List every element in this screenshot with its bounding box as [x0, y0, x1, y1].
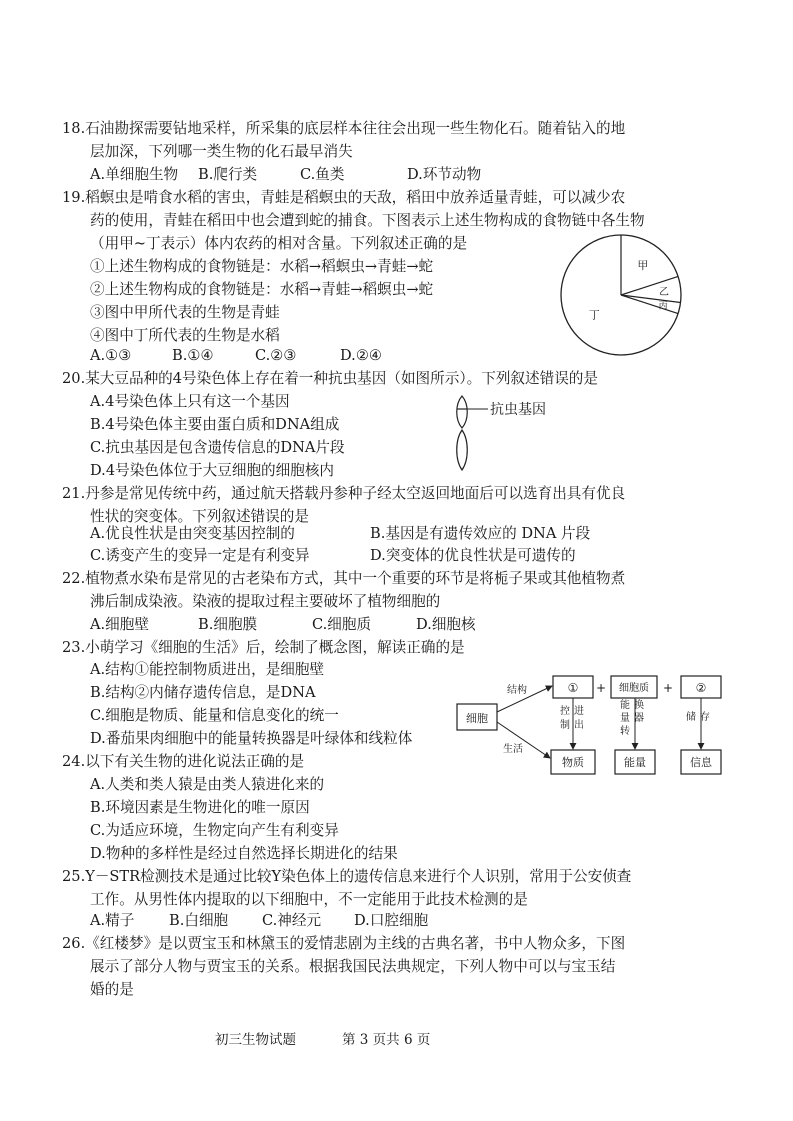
q18-stem-line-1: 18.石油勘探需要钻地采样，所采集的底层样本往往会出现一些生物化石。随着钻入的地 [62, 120, 626, 137]
q22-option-a: A.细胞壁 [90, 616, 149, 633]
q19-statement-4: ④图中丁所代表的生物是水稻 [90, 327, 280, 344]
q25-option-d: D.口腔细胞 [354, 912, 429, 929]
chromosome-upper-arm [457, 396, 468, 428]
q21-option-c: C.诱变产生的变异一定是有利变异 [90, 547, 310, 564]
energy-label: 能量 [624, 756, 646, 769]
q20-option-d: D.4号染色体位于大豆细胞的细胞核内 [90, 462, 335, 479]
q23-option-d: D.番茄果肉细胞中的能量转换器是叶绿体和线粒体 [90, 730, 413, 747]
q22-stem-line-2: 沸后制成染液。染液的提取过程主要破坏了植物细胞的 [90, 593, 441, 610]
footer-subject: 初三生物试题 [215, 1032, 296, 1048]
q25-option-c: C.神经元 [262, 912, 322, 929]
q21-option-b: B.基因是有遗传效应的 DNA 片段 [370, 525, 591, 542]
q18-stem-line-2: 层加深，下列哪一类生物的化石最早消失 [90, 143, 353, 160]
q26-stem-line-3: 婚的是 [90, 981, 134, 998]
q19-statement-1: ①上述生物构成的食物链是：水稻→稻螟虫→青蛙→蛇 [90, 258, 434, 275]
pie-label-ding: 丁 [588, 308, 600, 322]
q19-stem-line-2: 药的使用，青蛙在稻田中也会遭到蛇的捕食。下图表示上述生物构成的食物链中各生物 [90, 212, 645, 229]
q23-option-a: A.结构①能控制物质进出，是细胞壁 [90, 661, 325, 678]
q22-stem-line-1: 22.植物煮水染布是常见的古老染布方式，其中一个重要的环节是将栀子果或其他植物煮 [62, 570, 626, 587]
q19-stem-line-3: （用甲~丁表示）体内农药的相对含量。下列叙述正确的是 [90, 235, 468, 252]
q18-option-c: C.鱼类 [300, 166, 345, 183]
energy-converter-label: 能量转换器 [620, 700, 644, 737]
matter-label: 物质 [562, 756, 584, 769]
q25-stem-line-2: 工作。从男性体内提取的以下细胞中，不一定能用于此技术检测的是 [90, 891, 528, 908]
life-arrow-label: 生活 [503, 744, 523, 755]
cell-label: 细胞 [466, 712, 488, 725]
q21-option-a: A.优良性状是由突变基因控制的 [90, 525, 295, 542]
pie-label-bing: 丙 [658, 301, 668, 312]
chromosome-lower-arm [457, 430, 468, 470]
pesticide-pie-figure [556, 233, 686, 357]
q19-option-b: B.①④ [172, 347, 214, 364]
q25-option-a: A.精子 [90, 912, 135, 929]
q24-option-d: D.物种的多样性是经过自然选择长期进化的结果 [90, 845, 398, 862]
q21-stem-line-1: 21.丹参是常见传统中药，通过航天搭载丹参种子经太空返回地面后可以选育出具有优良 [62, 485, 626, 502]
footer-page-number: 第 3 页共 6 页 [342, 1032, 431, 1048]
q18-option-a: A.单细胞生物 [90, 166, 179, 183]
q19-option-d: D.②④ [340, 347, 382, 364]
q21-stem-line-2: 性状的突变体。下列叙述错误的是 [90, 508, 309, 525]
q19-option-c: C.②③ [255, 347, 297, 364]
q23-stem: 23.小萌学习《细胞的生活》后，绘制了概念图，解读正确的是 [62, 639, 465, 656]
q19-statement-2: ②上述生物构成的食物链是：水稻→青蛙→稻螟虫→蛇 [90, 281, 434, 298]
q23-option-b: B.结构②内储存遗传信息，是DNA [90, 684, 316, 701]
control-label: 控制进出 [560, 706, 584, 731]
store-label: 储 存 [686, 712, 710, 723]
q19-statement-3: ③图中甲所代表的生物是青蛙 [90, 304, 280, 321]
q23-option-c: C.细胞是物质、能量和信息变化的统一 [90, 707, 339, 724]
q19-stem-line-1: 19.稻螟虫是啃食水稻的害虫，青蛙是稻螟虫的天敌，稻田中放养适量青蛙，可以减少农 [62, 189, 626, 206]
q22-option-b: B.细胞膜 [198, 616, 258, 633]
plus-sign-2: + [662, 681, 674, 695]
q24-option-a: A.人类和类人猿是由类人猿进化来的 [90, 776, 325, 793]
q24-stem: 24.以下有关生物的进化说法正确的是 [62, 753, 305, 770]
plus-sign-1: + [595, 681, 607, 695]
cytoplasm-label: 细胞质 [619, 683, 649, 694]
pie-label-jia: 甲 [637, 258, 649, 272]
pie-label-yi: 乙 [659, 286, 670, 298]
q26-stem-line-2: 展示了部分人物与贾宝玉的关系。根据我国民法典规定，下列人物中可以与宝玉结 [90, 958, 616, 975]
structure-arrow-label: 结构 [507, 685, 527, 696]
structure-1-label: ① [567, 681, 579, 695]
q19-option-a: A.①③ [90, 347, 132, 364]
structure-2-label: ② [695, 681, 707, 695]
q24-option-c: C.为适应环境，生物定向产生有利变异 [90, 822, 339, 839]
q20-option-b: B.4号染色体主要由蛋白质和DNA组成 [90, 416, 340, 433]
q20-option-a: A.4号染色体上只有这一个基因 [90, 393, 290, 410]
q22-option-c: C.细胞质 [312, 616, 372, 633]
q24-option-b: B.环境因素是生物进化的唯一原因 [90, 799, 310, 816]
q18-option-d: D.环节动物 [407, 166, 482, 183]
q21-option-d: D.突变体的优良性状是可遗传的 [370, 547, 576, 564]
q25-stem-line-1: 25.Y－STR检测技术是通过比较Y染色体上的遗传信息来进行个人识别，常用于公安侦查 [62, 868, 632, 885]
chromosome-figure [448, 394, 578, 474]
q18-option-b: B.爬行类 [198, 166, 258, 183]
q20-option-c: C.抗虫基因是包含遗传信息的DNA片段 [90, 439, 345, 456]
gene-label: 抗虫基因 [490, 402, 546, 418]
q22-option-d: D.细胞核 [416, 616, 476, 633]
q26-stem-line-1: 26.《红楼梦》是以贾宝玉和林黛玉的爱情悲剧为主线的古典名著，书中人物众多，下图 [62, 935, 626, 952]
q25-option-b: B.白细胞 [169, 912, 229, 929]
q20-stem: 20.某大豆品种的4号染色体上存在着一种抗虫基因（如图所示）。下列叙述错误的是 [62, 370, 598, 387]
info-label: 信息 [690, 756, 712, 769]
